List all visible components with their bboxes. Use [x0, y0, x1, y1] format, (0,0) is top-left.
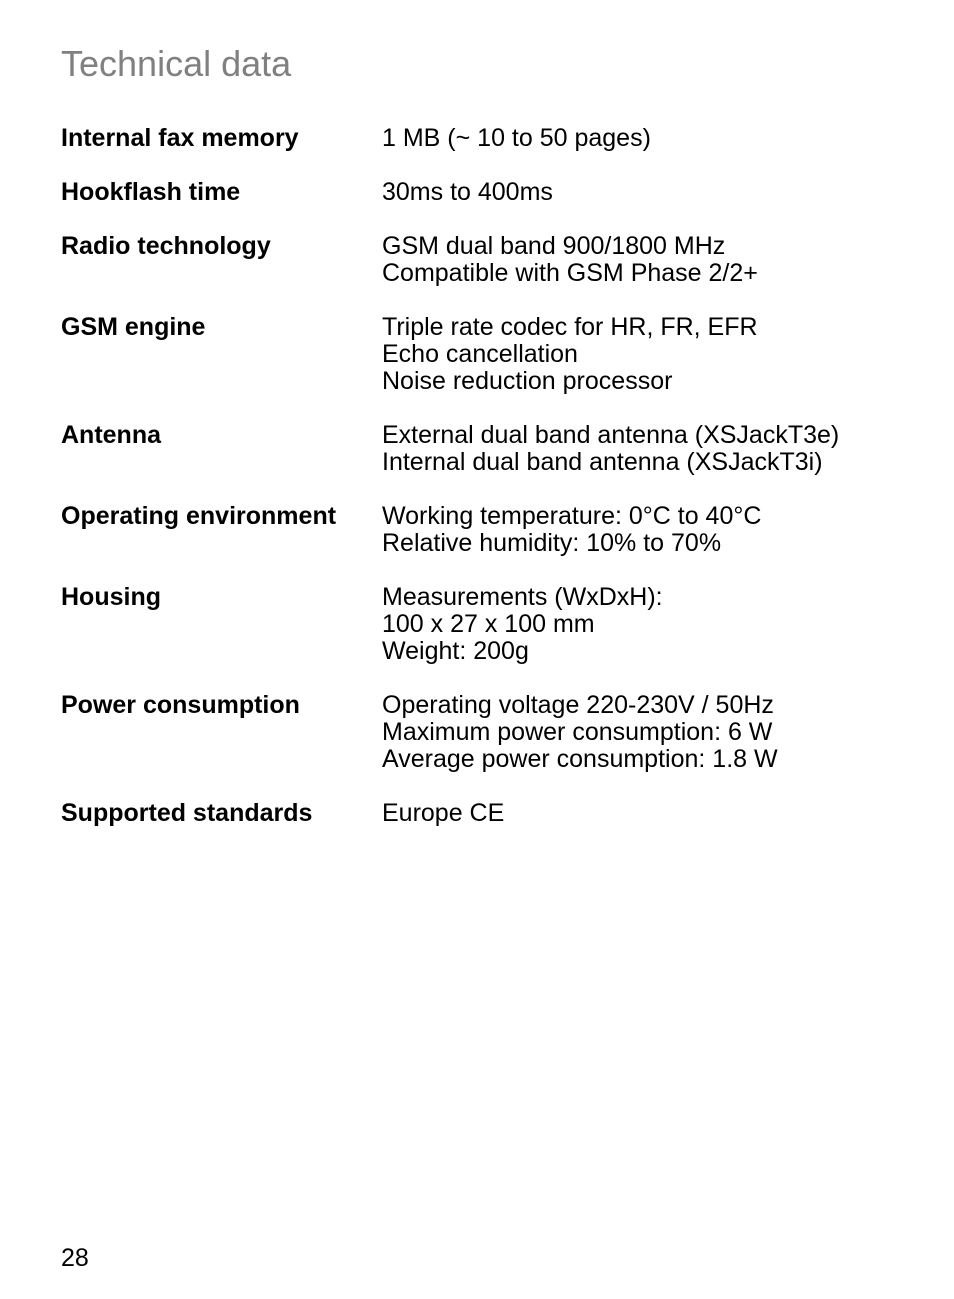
spec-value: External dual band antenna (XSJackT3e)	[382, 421, 840, 449]
spec-label: Antenna	[61, 421, 161, 449]
spec-values	[382, 314, 921, 395]
spec-value: Working temperature: 0°C to 40°C	[382, 502, 762, 530]
spec-value: Triple rate codec for HR, FR, EFR	[382, 313, 758, 341]
spec-row-internal-fax-memory	[61, 125, 921, 152]
spec-row-power-consumption	[61, 692, 921, 773]
spec-value: Europe CE	[382, 799, 505, 827]
spec-row-supported-standards	[61, 800, 921, 827]
spec-row-operating-environment	[61, 503, 921, 557]
spec-values	[382, 125, 921, 152]
spec-value: Maximum power consumption: 6 W	[382, 718, 773, 746]
page-number: 28	[61, 1244, 89, 1272]
spec-value: Compatible with GSM Phase 2/2+	[382, 259, 758, 287]
spec-values	[382, 584, 921, 665]
spec-value: Echo cancellation	[382, 340, 578, 368]
spec-value: Average power consumption: 1.8 W	[382, 745, 778, 773]
spec-row-antenna	[61, 422, 921, 476]
spec-label: Hookflash time	[61, 178, 241, 206]
spec-label: Housing	[61, 583, 161, 611]
spec-row-hookflash-time	[61, 179, 921, 206]
spec-values	[382, 179, 921, 206]
spec-label: Radio technology	[61, 232, 271, 260]
spec-value: Measurements (WxDxH):	[382, 583, 663, 611]
spec-value: 30ms to 400ms	[382, 178, 553, 206]
spec-value: 100 x 27 x 100 mm	[382, 610, 595, 638]
spec-value: Noise reduction processor	[382, 367, 673, 395]
spec-value: Relative humidity: 10% to 70%	[382, 529, 722, 557]
spec-row-housing	[61, 584, 921, 665]
spec-values	[382, 503, 921, 557]
spec-label: Operating environment	[61, 502, 337, 530]
spec-value: Weight: 200g	[382, 637, 529, 665]
spec-value: 1 MB (~ 10 to 50 pages)	[382, 124, 651, 152]
spec-value: Internal dual band antenna (XSJackT3i)	[382, 448, 823, 476]
spec-label: Power consumption	[61, 691, 300, 719]
spec-values	[382, 233, 921, 287]
spec-label: Supported standards	[61, 799, 313, 827]
spec-values	[382, 422, 921, 476]
spec-label: Internal fax memory	[61, 124, 299, 152]
page-title: Technical data	[61, 43, 292, 84]
spec-list	[61, 125, 921, 854]
spec-row-radio-technology	[61, 233, 921, 287]
spec-label: GSM engine	[61, 313, 206, 341]
spec-values	[382, 692, 921, 773]
spec-value: Operating voltage 220-230V / 50Hz	[382, 691, 774, 719]
spec-values	[382, 800, 921, 827]
spec-row-gsm-engine	[61, 314, 921, 395]
spec-value: GSM dual band 900/1800 MHz	[382, 232, 726, 260]
